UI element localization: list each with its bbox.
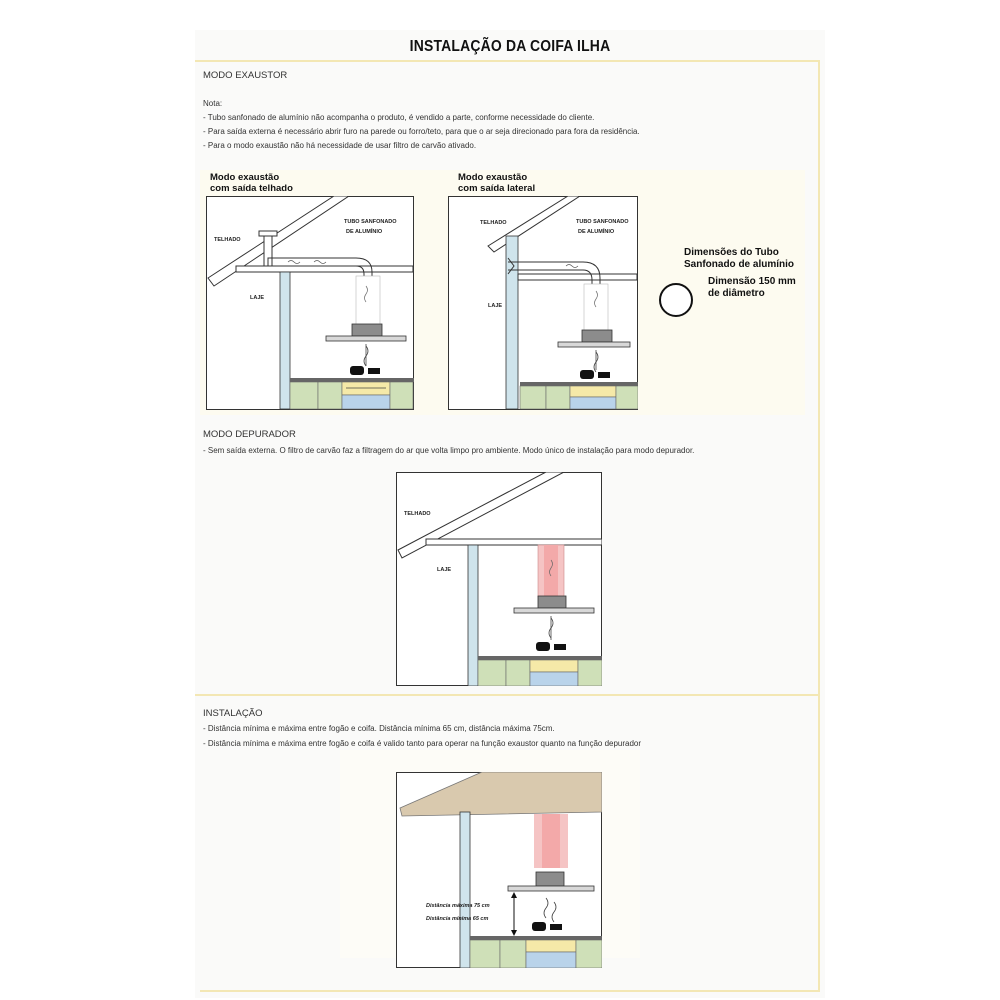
label-tubo-line1-right: TUBO SANFONADO xyxy=(576,219,629,225)
label-tubo-line1-left: TUBO SANFONADO xyxy=(344,219,397,225)
instalacao-note-2: - Distância mínima e máxima entre fogão e coifa é valido tanto para operar na função exaustor quanto na função depurador xyxy=(203,739,642,748)
depurador-note: - Sem saída externa. O filtro de carvão faz a filtragem do ar que volta limpo pro ambiente. Modo único de instalação para modo depurador. xyxy=(203,446,695,455)
label-laje-depurador: LAJE xyxy=(437,567,452,573)
instalacao-note-1: - Distância mínima e máxima entre fogão e coifa. Distância mínima 65 cm, distância máxima 75cm. xyxy=(203,724,555,733)
label-distancia-minima: Distância mínima 65 cm xyxy=(426,916,489,922)
dimensions-line4: de diâmetro xyxy=(708,288,765,299)
note-line-1: - Tubo sanfonado de alumínio não acompanha o produto, é vendido a parte, conforme necessidade do cliente. xyxy=(203,113,595,122)
section-heading-exaustor: MODO EXAUSTOR xyxy=(203,70,288,81)
dimensions-line1: Dimensões do Tubo xyxy=(684,247,779,258)
divider-right xyxy=(818,60,820,990)
label-telhado-left: TELHADO xyxy=(214,237,241,243)
label-laje-left: LAJE xyxy=(250,295,265,301)
divider-middle xyxy=(195,694,820,696)
section-heading-depurador: MODO DEPURADOR xyxy=(203,429,296,440)
divider-bottom xyxy=(200,990,820,992)
diagram-right-title-line1: Modo exaustão xyxy=(458,172,528,183)
label-tubo-line2-right: DE ALUMÍNIO xyxy=(578,229,615,235)
label-tubo-line2-left: DE ALUMÍNIO xyxy=(346,229,383,235)
label-telhado-depurador: TELHADO xyxy=(404,511,431,517)
dimensions-line2: Sanfonado de alumínio xyxy=(684,259,795,270)
page-title: INSTALAÇÃO DA COIFA ILHA xyxy=(409,38,611,55)
section-heading-instalacao: INSTALAÇÃO xyxy=(203,708,263,719)
tube-diameter-circle-icon xyxy=(658,282,694,318)
diagram-right-title-line2: com saída lateral xyxy=(458,183,536,194)
note-line-3: - Para o modo exaustão não há necessidade de usar filtro de carvão ativado. xyxy=(203,141,477,150)
label-distancia-maxima: Distância máxima 75 cm xyxy=(426,903,490,909)
note-label: Nota: xyxy=(203,99,223,108)
diagram-instalacao xyxy=(396,772,602,968)
diagram-depurador xyxy=(396,472,602,686)
label-laje-right: LAJE xyxy=(488,303,503,309)
diagram-left-title-line2: com saída telhado xyxy=(210,183,293,194)
diagram-left-title-line1: Modo exaustão xyxy=(210,172,280,183)
diagram-exaustao-telhado xyxy=(206,196,414,410)
label-telhado-right: TELHADO xyxy=(480,220,507,226)
note-line-2: - Para saída externa é necessário abrir furo na parede ou forro/teto, para que o ar seja direcionado para fora da residência. xyxy=(203,127,640,136)
divider-top xyxy=(195,60,820,62)
dimensions-line3: Dimensão 150 mm xyxy=(708,276,796,287)
